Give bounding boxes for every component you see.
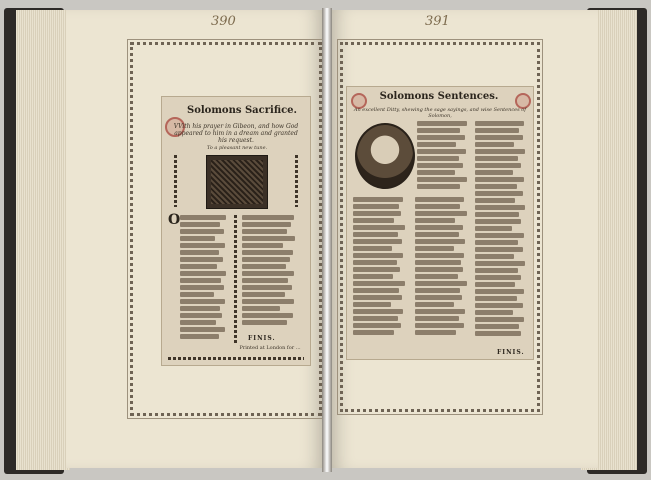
imprint-line: Printed at London for ... <box>239 345 301 351</box>
verse-column-lower-left <box>353 197 409 347</box>
finis-mark: FINIS. <box>497 349 525 356</box>
tune-note: To a pleasant new tune. <box>206 145 268 151</box>
woodcut-border-left <box>174 155 177 207</box>
woodcut-border-right <box>295 155 298 207</box>
right-folio: 391 <box>425 14 450 29</box>
book-gutter <box>322 8 332 472</box>
ballad-title: Solomons Sacrifice. <box>186 105 298 116</box>
ballad-subtitle: An excellent Ditty, shewing the sage sayings, and wise Sentences of Solomon, <box>353 107 527 119</box>
scene-woodcut-icon <box>206 155 268 209</box>
verse-column-right <box>475 121 529 347</box>
bottom-ornament <box>168 357 304 360</box>
left-broadside <box>161 96 311 366</box>
ballad-subtitle: VVith his prayer in Gibeon, and how God appeared to him in a dream and granted his request. <box>173 123 299 144</box>
right-page <box>332 10 598 468</box>
left-folio: 390 <box>211 14 236 29</box>
verse-column-upper-left <box>417 121 471 191</box>
right-broadside <box>346 86 534 360</box>
left-page <box>66 10 322 468</box>
left-verse-column <box>180 215 230 343</box>
drop-capital: O <box>168 212 181 228</box>
left-page-edges <box>16 10 70 470</box>
ballad-title: Solomons Sentences. <box>379 91 499 102</box>
portrait-woodcut-icon <box>355 123 415 189</box>
finis-mark: FINIS. <box>248 335 276 342</box>
column-divider <box>234 215 237 345</box>
verse-column-lower-middle <box>415 197 471 347</box>
right-verse-column <box>242 215 300 343</box>
